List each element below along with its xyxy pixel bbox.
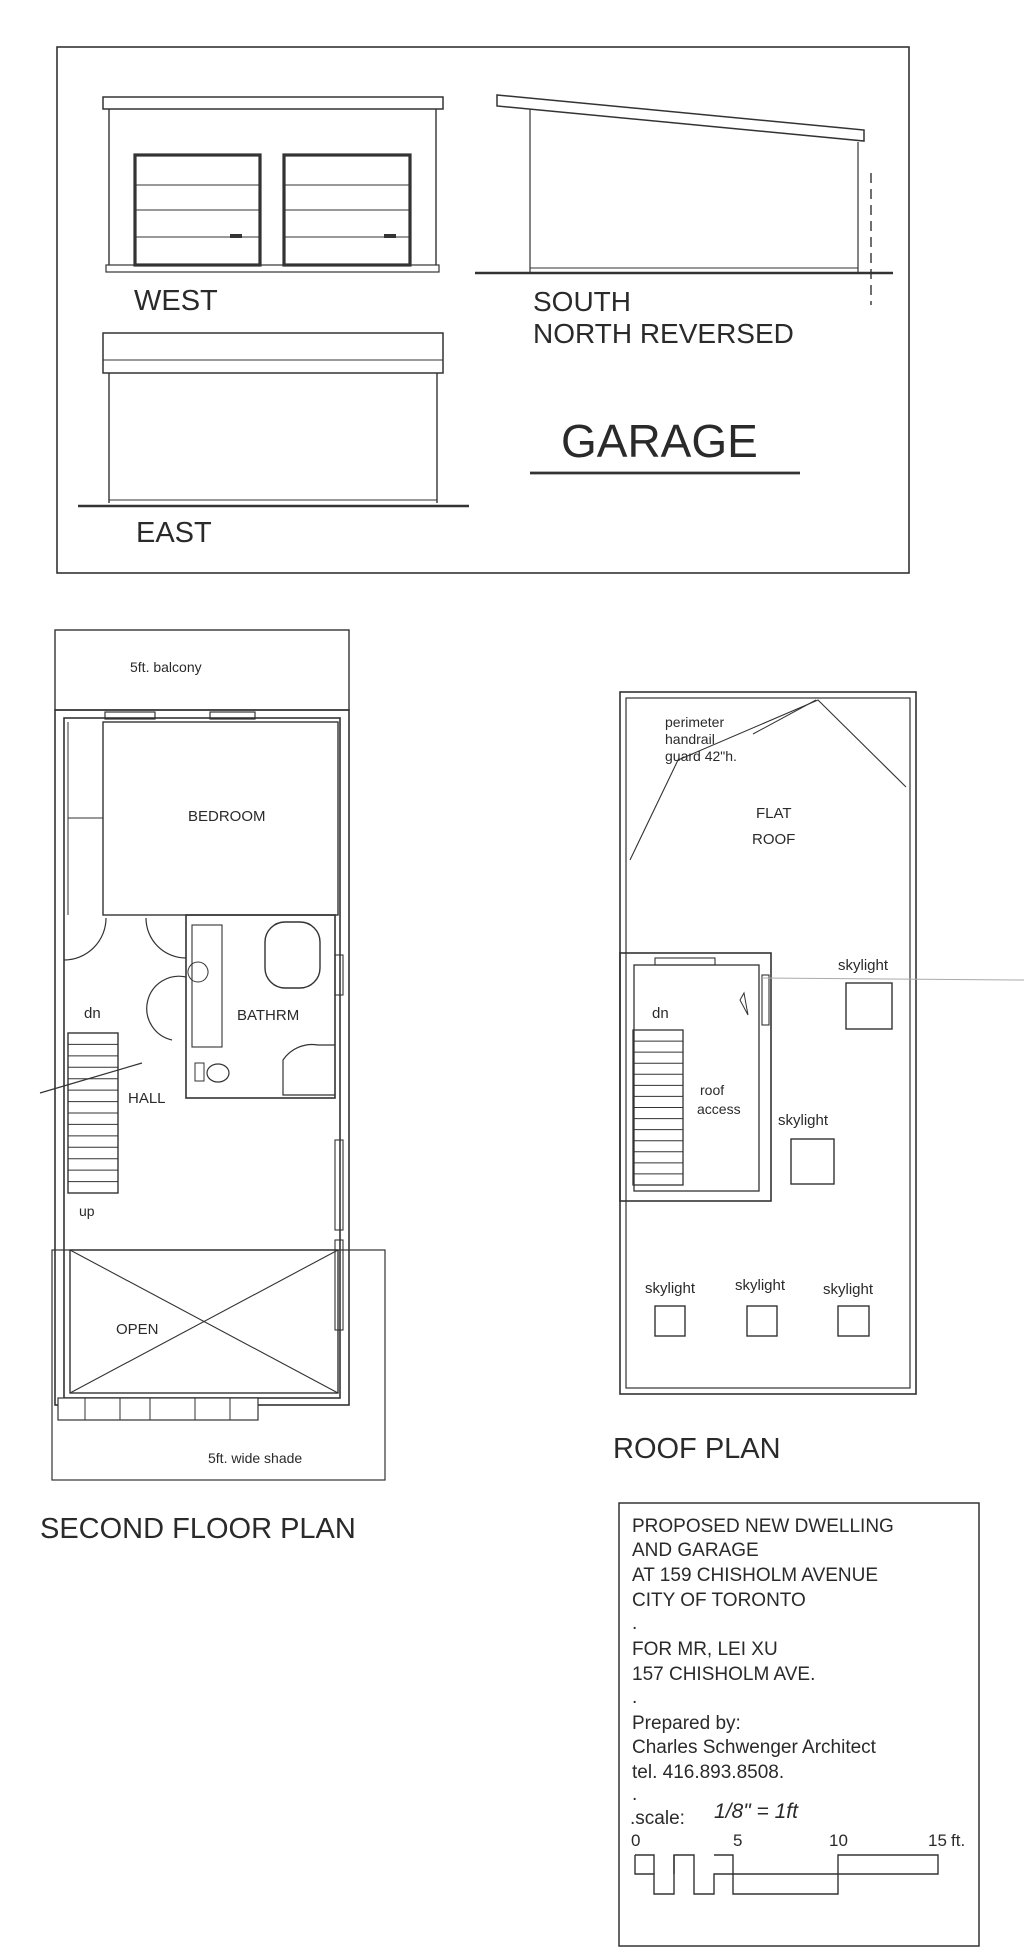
door-swing-2: [146, 918, 186, 958]
south-label: SOUTH: [533, 286, 631, 317]
scale-label: .scale:: [630, 1808, 685, 1829]
balcony-label: 5ft. balcony: [130, 659, 202, 675]
east-elevation: [78, 333, 469, 549]
title-line-9: tel. 416.893.8508.: [632, 1762, 785, 1783]
shower: [283, 1044, 335, 1095]
skylight-4: [735, 1277, 786, 1336]
skylight-2: [778, 1112, 834, 1184]
scale-handwritten: 1/8" = 1ft: [714, 1800, 798, 1823]
svg-text:skylight: skylight: [778, 1112, 829, 1129]
skylight-5: [823, 1281, 874, 1336]
title-sep-2: .: [632, 1687, 638, 1708]
garage-panel: [57, 47, 909, 573]
scale-tick-15: 15: [928, 1831, 947, 1850]
west-elevation: [103, 97, 443, 317]
roof-access-outer: [620, 953, 771, 1201]
roof-dn-label: dn: [652, 1005, 669, 1022]
title-line-7: Prepared by:: [632, 1713, 741, 1734]
title-line-6: 157 CHISHOLM AVE.: [632, 1664, 816, 1685]
svg-text:skylight: skylight: [645, 1280, 696, 1297]
hall-label: HALL: [128, 1090, 166, 1107]
open-label: OPEN: [116, 1321, 159, 1338]
bath-door-swing: [147, 976, 186, 1040]
scale-unit: ft.: [951, 1831, 966, 1850]
flat-roof-label-2: ROOF: [752, 831, 796, 848]
title-line-4: CITY OF TORONTO: [632, 1590, 806, 1611]
skylight-3: [645, 1280, 696, 1336]
roof-plan-title: ROOF PLAN: [613, 1433, 781, 1465]
svg-text:skylight: skylight: [838, 957, 889, 974]
roof-access-label-2: access: [697, 1101, 741, 1117]
dn-label: dn: [84, 1005, 101, 1022]
roof-plan: [613, 692, 1024, 1465]
shade-label: 5ft. wide shade: [208, 1450, 303, 1466]
title-line-8: Charles Schwenger Architect: [632, 1737, 876, 1758]
balcony-outline: [55, 630, 349, 710]
toilet: [207, 1064, 229, 1082]
bathtub: [265, 922, 320, 988]
title-sep-1: .: [632, 1613, 638, 1634]
up-label: up: [79, 1203, 95, 1219]
garage-title: GARAGE: [561, 415, 758, 467]
title-block: [619, 1503, 979, 1946]
skylight-1: [838, 957, 892, 1029]
east-label: EAST: [136, 517, 212, 549]
svg-text:skylight: skylight: [823, 1281, 874, 1298]
bedroom-label: BEDROOM: [188, 808, 266, 825]
handrail-label-2: handrail: [665, 731, 715, 747]
title-line-3: AT 159 CHISHOLM AVENUE: [632, 1565, 879, 1586]
svg-text:skylight: skylight: [735, 1277, 786, 1294]
bathroom-label: BATHRM: [237, 1007, 300, 1024]
roof-access-label-1: roof: [700, 1082, 725, 1098]
title-line-1: PROPOSED NEW DWELLING: [632, 1516, 894, 1537]
north-reversed-label: NORTH REVERSED: [533, 318, 794, 349]
second-floor-title: SECOND FLOOR PLAN: [40, 1513, 356, 1545]
vanity: [192, 925, 222, 1047]
scale-tick-5: 5: [733, 1831, 743, 1850]
handrail-label-3: guard 42"h.: [665, 748, 737, 764]
handrail-label-1: perimeter: [665, 714, 725, 730]
title-line-2: AND GARAGE: [632, 1540, 759, 1561]
scale-tick-0: 0: [631, 1831, 641, 1850]
title-sep-3: .: [632, 1784, 638, 1805]
flat-roof-label-1: FLAT: [756, 805, 792, 822]
title-line-5: FOR MR, LEI XU: [632, 1639, 778, 1660]
scale-tick-10: 10: [829, 1831, 848, 1850]
roof-stairs: [633, 1030, 683, 1185]
west-label: WEST: [134, 285, 218, 317]
south-elevation: [475, 95, 893, 349]
second-floor-plan: [40, 630, 385, 1545]
scale-bar: [631, 1831, 965, 1894]
door-swing-1: [64, 918, 106, 960]
